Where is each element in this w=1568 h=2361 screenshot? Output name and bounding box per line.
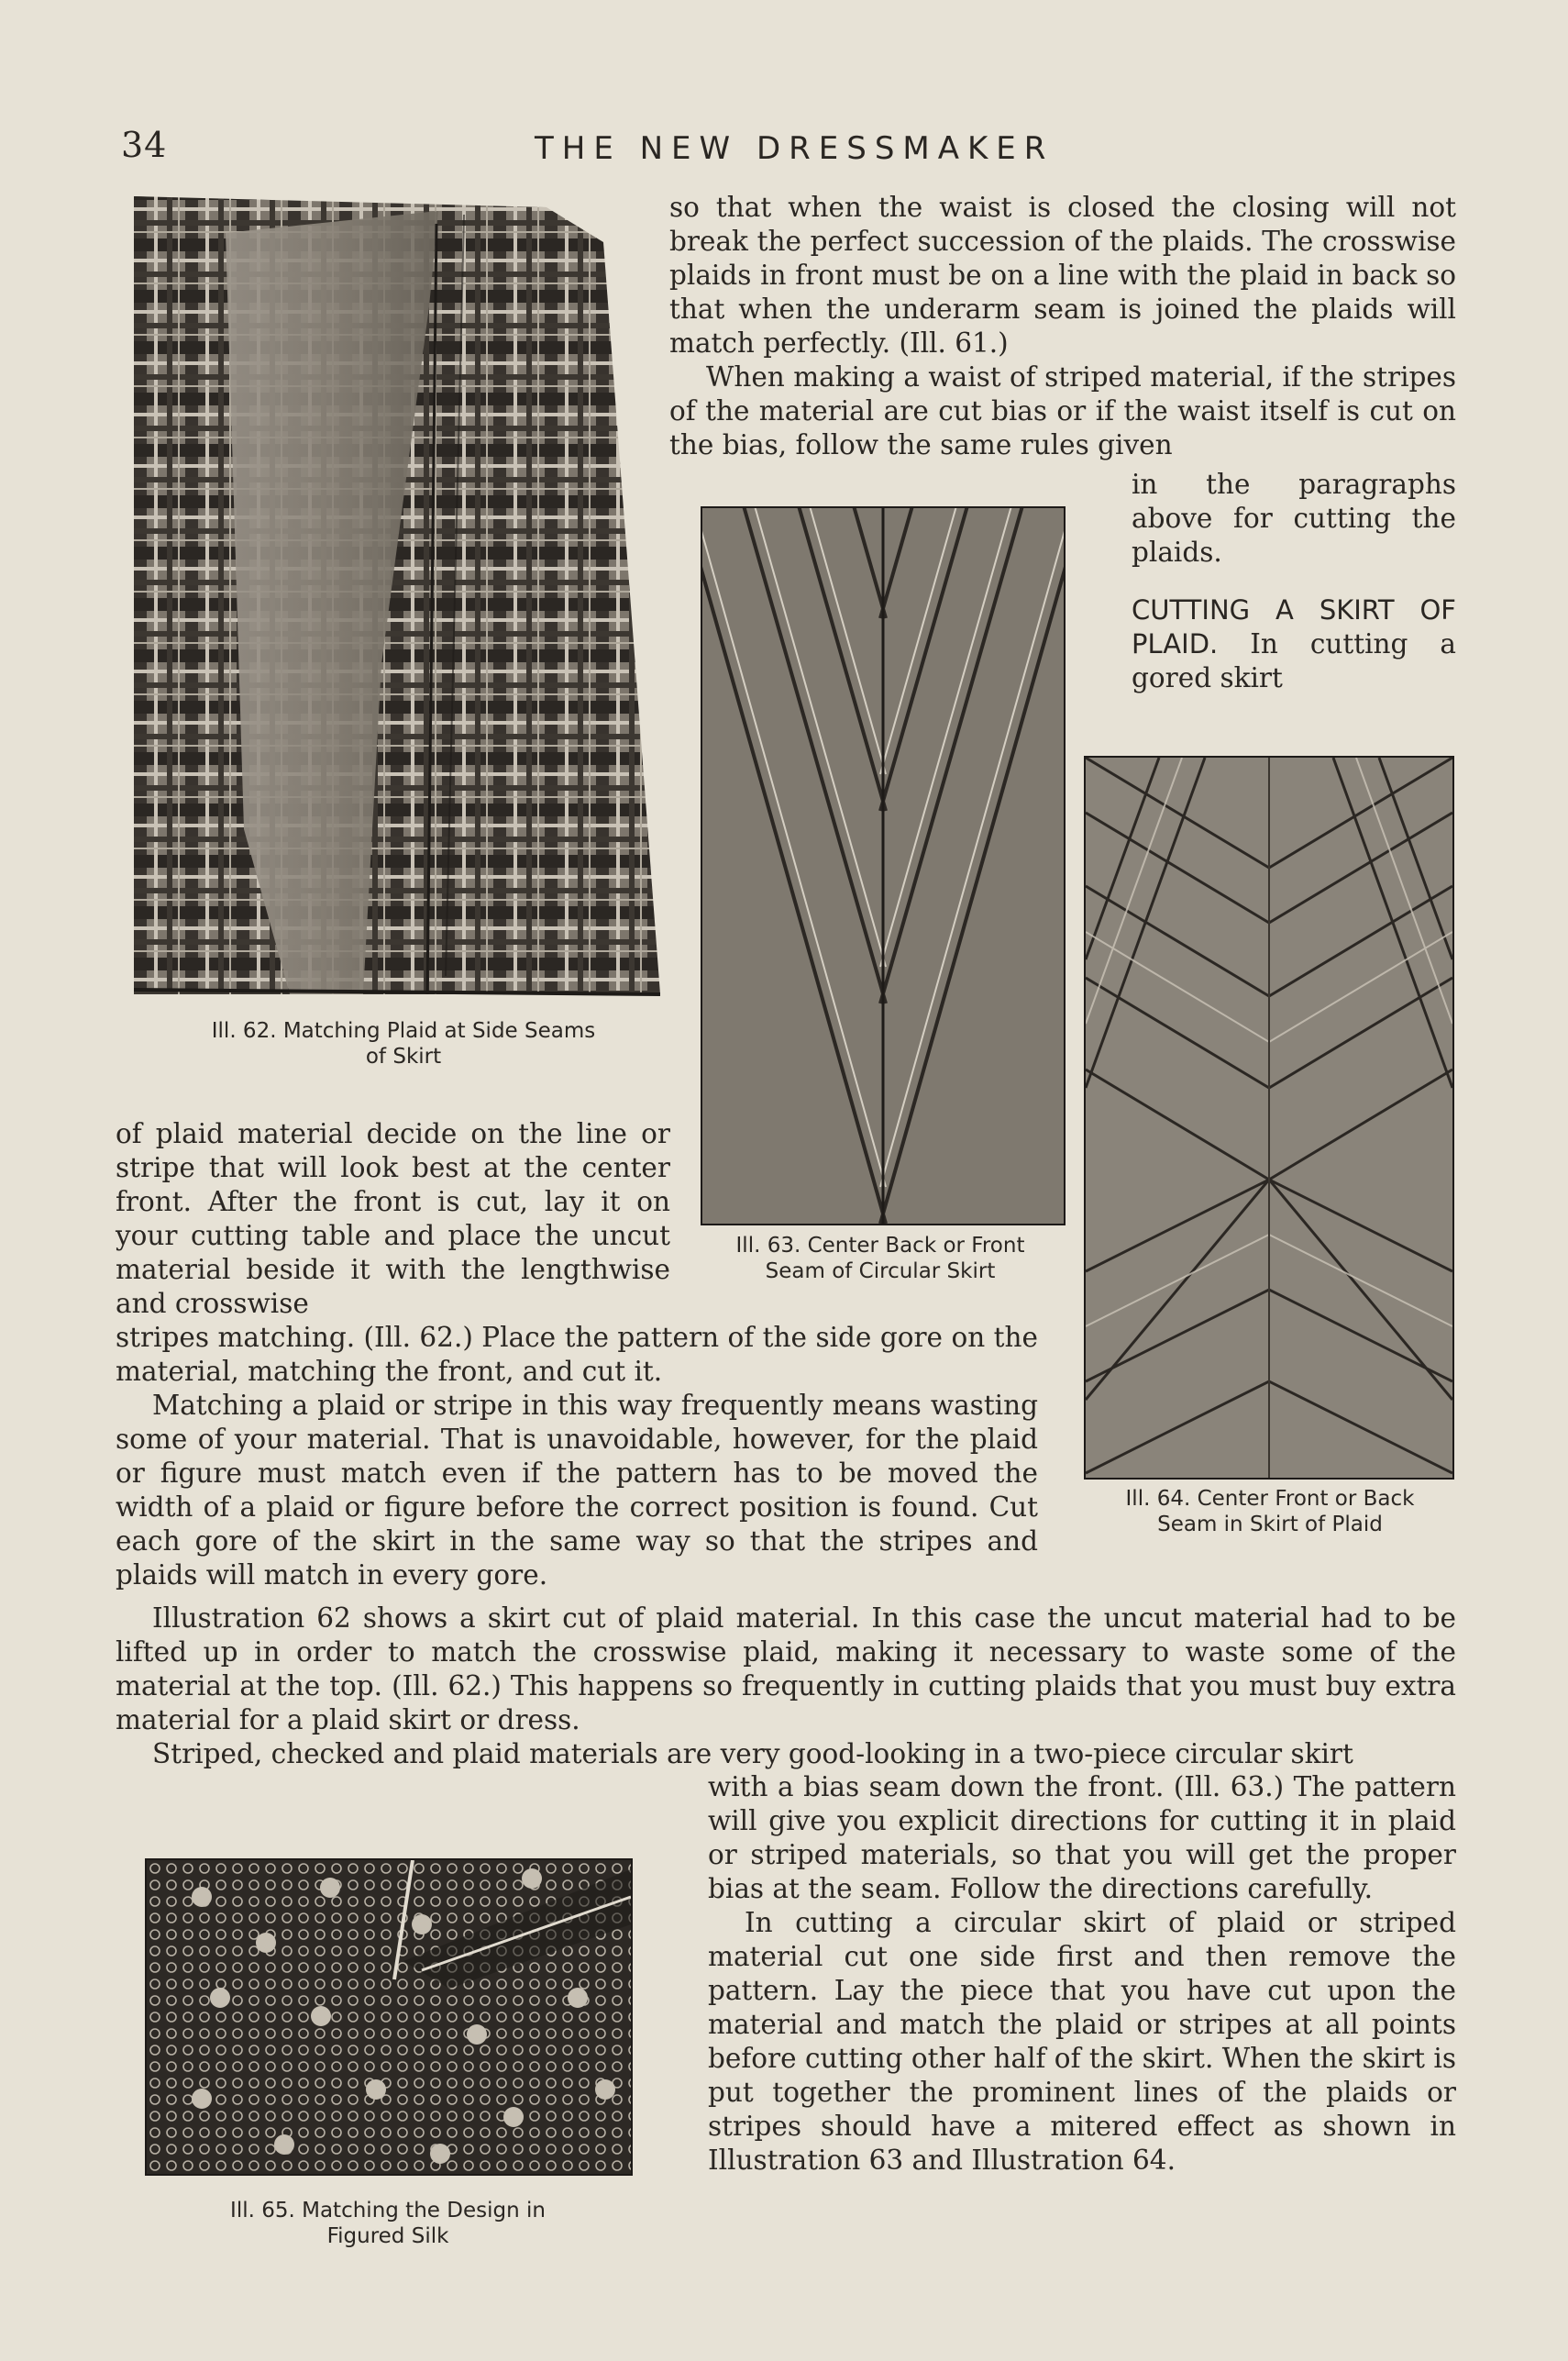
caption-ill63: Ill. 63. Center Back or Front Seam of Circular Skirt [735,1234,1025,1283]
text-bottom-right: with a bias seam down the front. (Ill. 63.) The pattern will give you explicit directions for cutting it in plaid or striped materials, so that you will get the proper bias at the seam. Follow the directions carefully. In cutting a circular skirt of plaid or striped material cut one side first and then remove the pattern. Lay the piece that you have cut upon the material and match the plaid or stripes at all points before cutting other half of the skirt. When the skirt is put together the prominent lines of the plaids or stripes should have a mitered effect as shown in Illustration 63 and Illustration 64. [708,1771,1456,2176]
illustration-65-figured-silk [145,1858,633,2176]
text-mid-block: stripes matching. (Ill. 62.) Place the pattern of the side gore on the material, matching the front, and cut it. Matching a plaid or stripe in this way frequently means wasting some of your material. That is unavoidable, however, for the plaid or figure must match even if the pattern has to be moved the width of a plaid or figure before the correct position is found. Cut each gore of the skirt in the same way so that the stripes and plaids will match in every gore. [116,1322,1038,1591]
text-full-block: Illustration 62 shows a skirt cut of plaid material. In this case the uncut material had to be lifted up in order to match the crosswise plaid, making it necessary to waste some of the material at the top. (Ill. 62.) This happens so frequently in cutting plaids that you must buy extra material for a plaid skirt or dress. Striped, checked and plaid materials are very good-looking in a two-piece circular skirt [116,1602,1456,1769]
page-number: 34 [121,125,168,165]
text-left-mid: of plaid material decide on the line or stripe that will look best at the center front. After the front is cut, lay it on your cutting table and place the uncut material beside it with the lengthwise and crosswise [116,1118,670,1319]
illustration-63-circular-skirt-seam [701,506,1066,1225]
illustration-62-plaid-skirt [134,187,666,1003]
text-narrow-right: in the paragraphs above for cutting the plaids. CUTTING A SKIRT OF PLAID. In cutting a gored skirt [1132,469,1456,693]
caption-ill64: Ill. 64. Center Front or Back Seam in Skirt of Plaid [1125,1487,1415,1536]
running-title: THE NEW DRESSMAKER [535,130,1055,167]
section-heading: CUTTING A SKIRT OF PLAID. [1132,594,1456,660]
text-top-right: so that when the waist is closed the closing will not break the perfect succession of the plaids. The crosswise plaids in front must be on a line with the plaid in back so that when the underarm seam is joined the plaids will match perfectly. (Ill. 61.) When making a waist of striped material, if the stripes of the material are cut bias or if the waist itself is cut on the bias, follow the same rules given [669,192,1456,460]
caption-ill62: Ill. 62. Matching Plaid at Side Seams of Skirt [211,1019,596,1069]
caption-ill65: Ill. 65. Matching the Design in Figured Silk [230,2199,546,2248]
illustration-64-plaid-skirt-seam [1084,756,1454,1480]
